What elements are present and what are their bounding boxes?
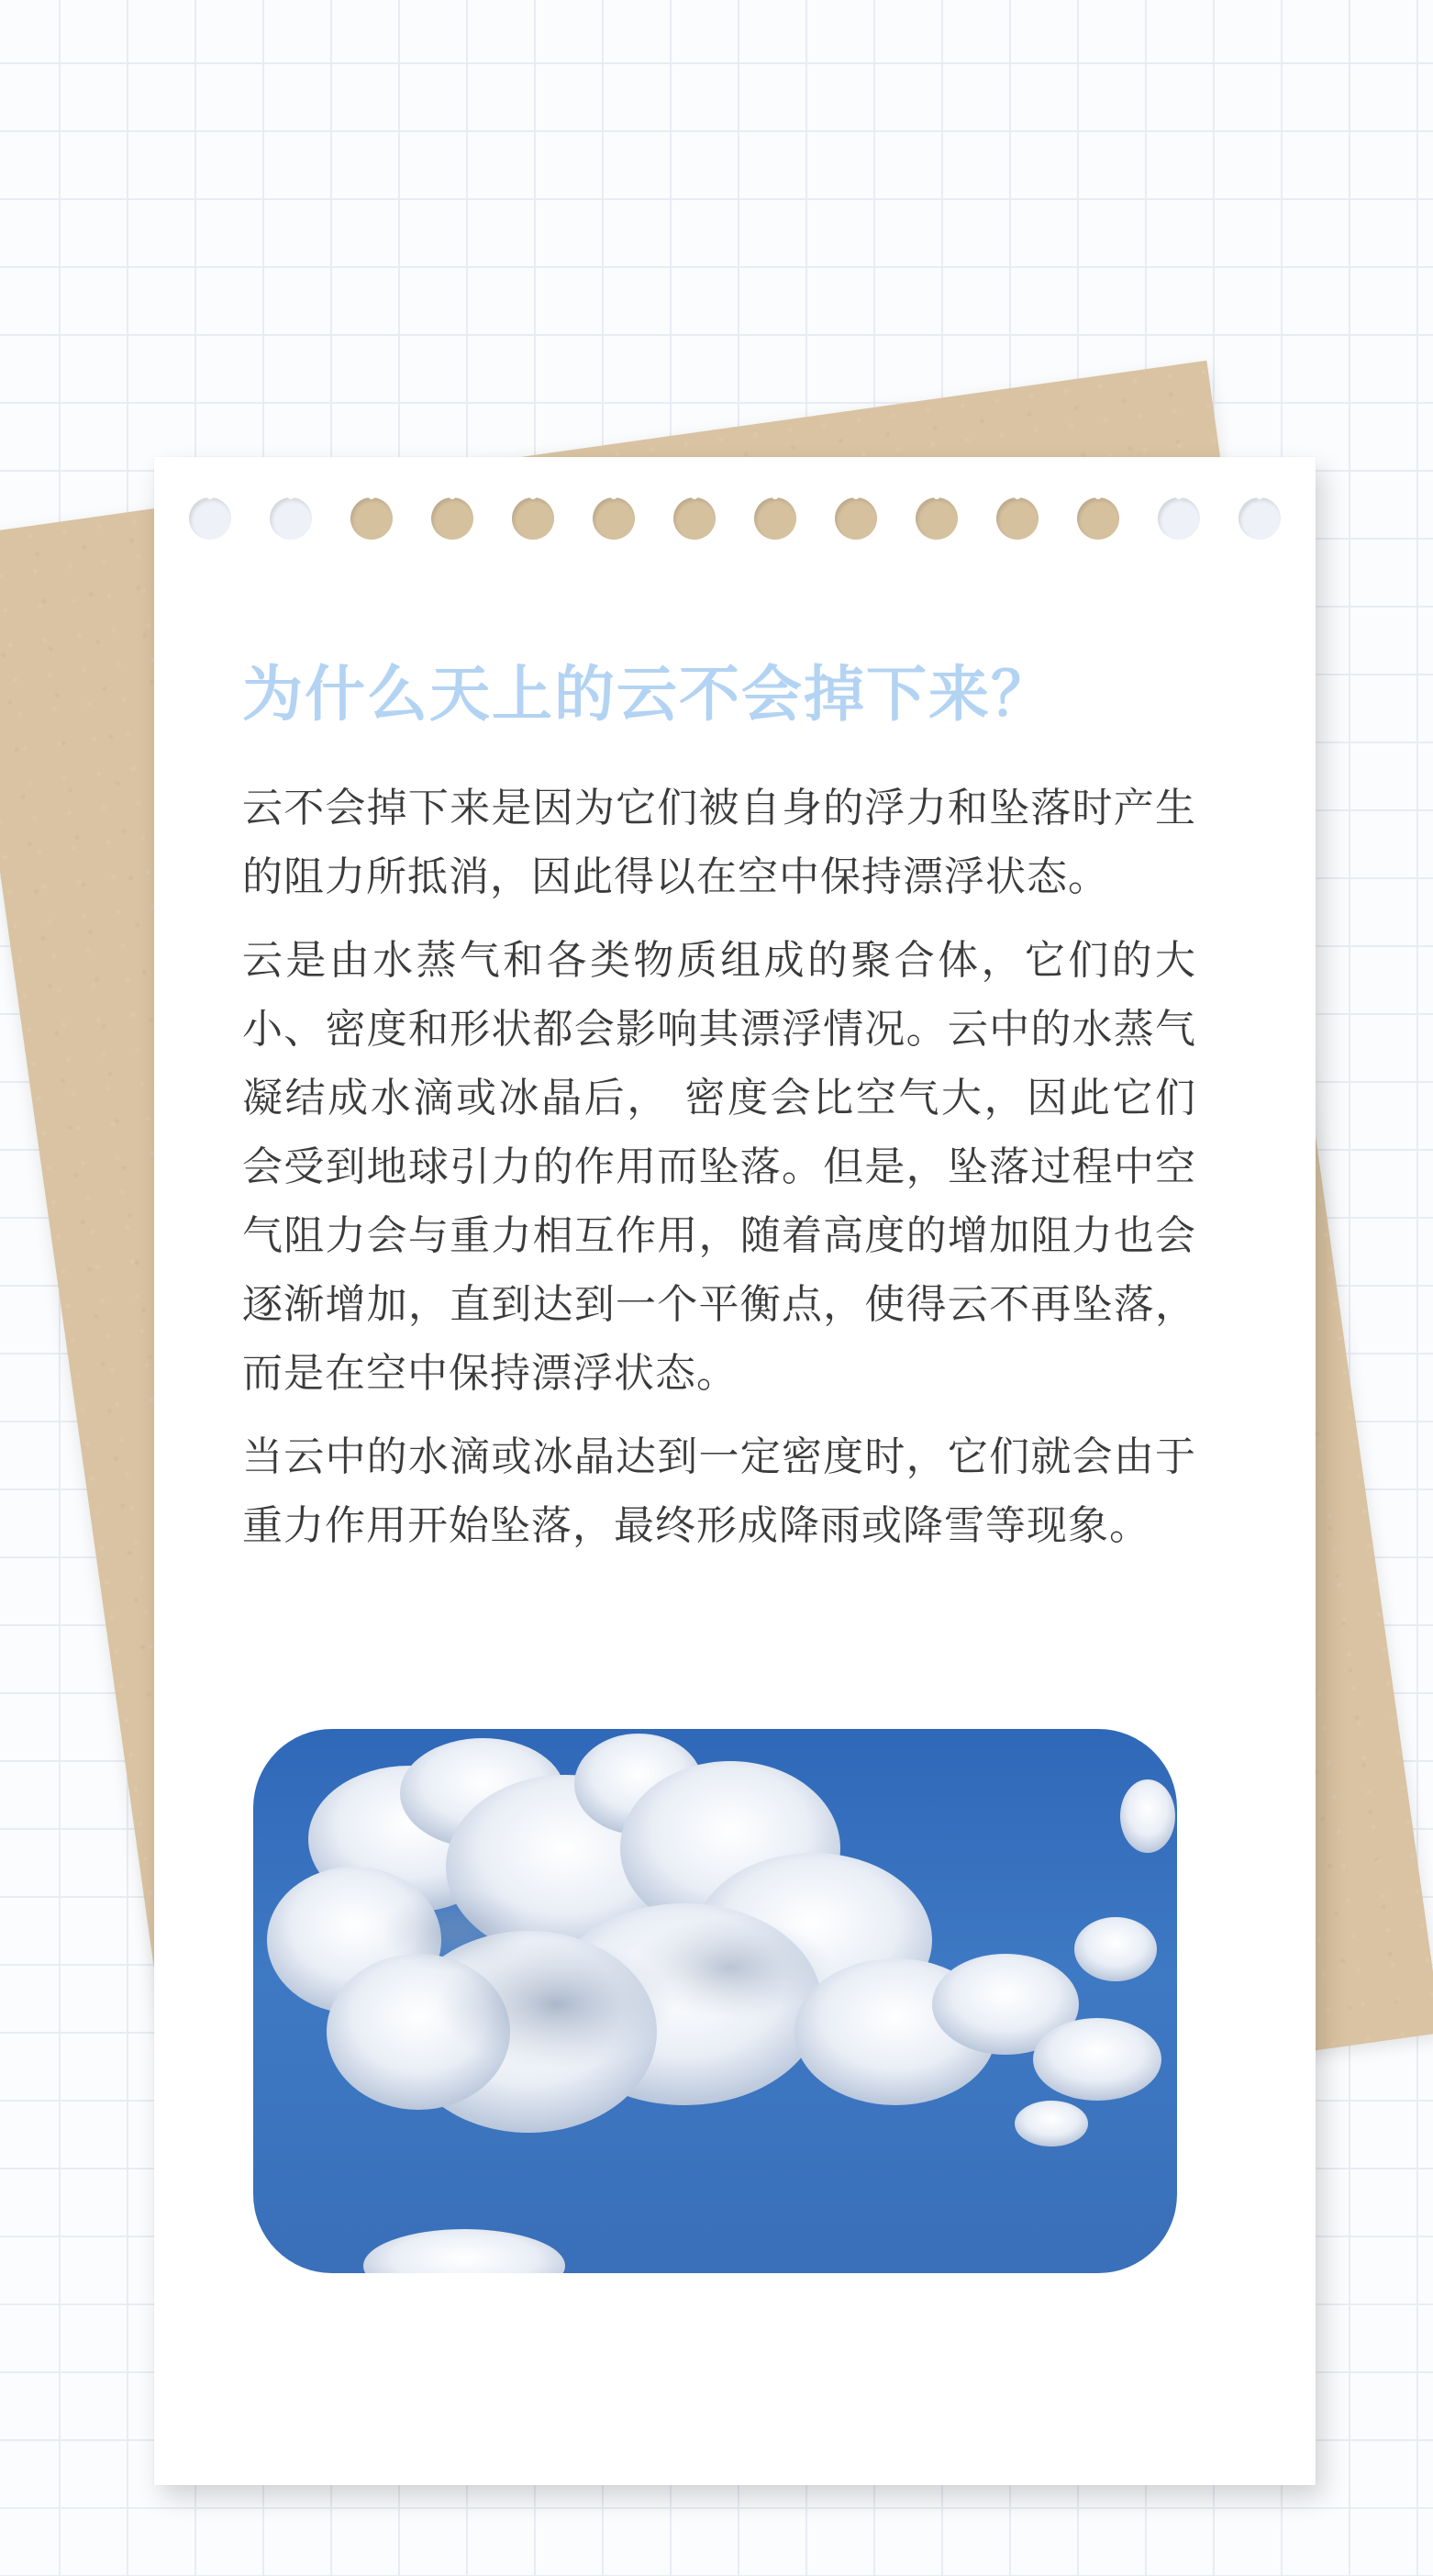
binding-hole xyxy=(431,497,473,540)
binding-hole xyxy=(189,497,231,540)
binding-hole xyxy=(673,497,716,540)
binding-hole xyxy=(1239,497,1281,540)
paragraph: 云不会掉下来是因为它们被自身的浮力和坠落时产生的阻力所抵消，因此得以在空中保持漂浮状态。 xyxy=(242,785,1196,900)
paragraph: 当云中的水滴或冰晶达到一定密度时，它们就会由于重力作用开始坠落，最终形成降雨或降雪等现象。 xyxy=(242,1433,1196,1549)
cloud-illustration xyxy=(253,1729,1177,2273)
binding-hole xyxy=(1077,497,1119,540)
article-body xyxy=(242,774,1196,1575)
binding-holes xyxy=(154,475,1316,558)
binding-hole xyxy=(512,497,554,540)
binding-hole xyxy=(1158,497,1200,540)
binding-hole xyxy=(270,497,312,540)
article-title: 为什么天上的云不会掉下来？ xyxy=(242,659,1053,730)
binding-hole xyxy=(754,497,796,540)
binding-hole xyxy=(593,497,635,540)
binding-hole xyxy=(835,497,877,540)
binding-hole xyxy=(916,497,958,540)
binding-hole xyxy=(996,497,1039,540)
binding-hole xyxy=(350,497,393,540)
paragraph: 云是由水蒸气和各类物质组成的聚合体，它们的大小、密度和形状都会影响其漂浮情况。云中的水蒸气凝结成水滴或冰晶后， 密度会比空气大，因此它们会受到地球引力的作用而坠落。但是，坠落过程中空气阻力会与重力相互作用，随着高度的增加阻力也会逐渐增加，直到达到一个平衡点，使得云不再坠落，而是在空中保持漂浮状态。 xyxy=(242,937,1196,1397)
cloud-photo xyxy=(253,1729,1177,2273)
notebook-page xyxy=(154,457,1316,2485)
